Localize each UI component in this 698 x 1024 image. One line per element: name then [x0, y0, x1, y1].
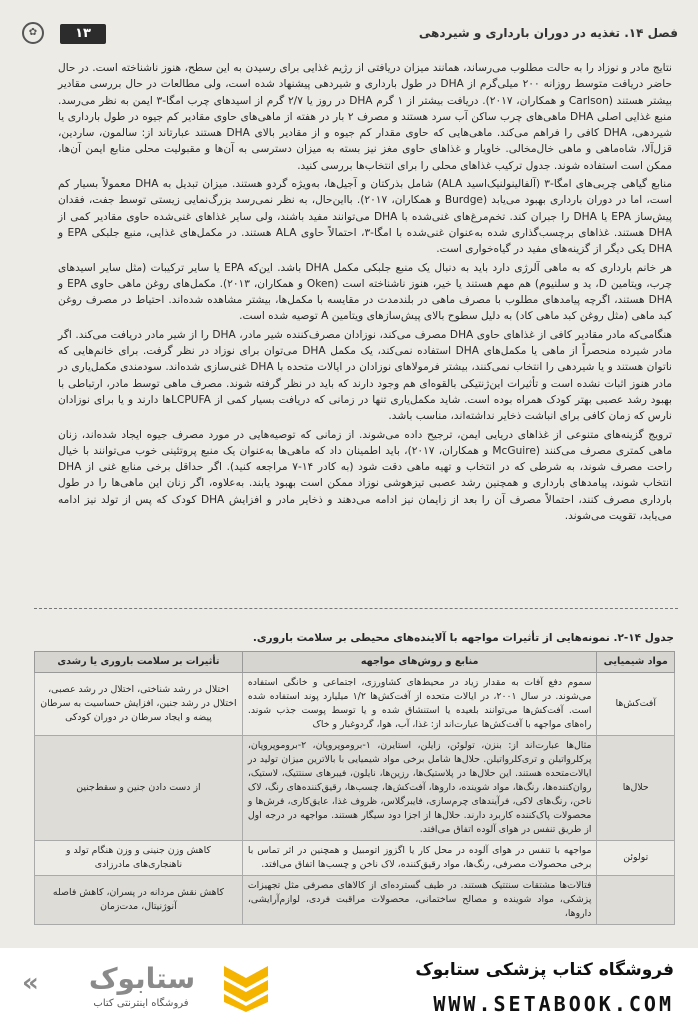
column-header-chemicals: مواد شیمیایی — [597, 652, 675, 673]
paragraph: نتایج مادر و نوزاد را به حالت مطلوب می‌رساند، همانند میزان دریافتی از رژیم غذایی برای رسیدن به این سطح، هنوز ناشناخته است. در حال حاضر دریافت متوسط روزانه ۲۰۰ میلی‌گرم از DHA در طول بارداری و شیردهی پیشنهاد شده است، ولی مطالعات در حال بررسی مقادیر بیشتر هستند (Carlson و همکاران، ۲۰۱۷). دریافت بیشتر از ۱ گرم DHA در روز یا ۲/۷ گرم از اسیدهای چرب امگا-۳ ایمن به نظر می‌رسد. منبع غذایی اصلی DHA ماهی‌های چرب ساکن آب سرد هستند و مصرف ۲ بار در هفته از ماهی‌های حاوی مقادیر کم جیوه در طول بارداری یا شیردهی، DHA کافی را فراهم می‌کند. ماهی‌هایی که حاوی مقدار کم جیوه و از مقادیر بالای DHA هستند عبارتاند از: سالمون، ساردین، قزل‌آلا، شاه‌ماهی و ماهی خال‌مخالی. خاویار و غذاهای حاوی مغز نیز بسته به میزان دسترسی به آن‌ها و مقبولیت محلی منابع ایمن آن‌ها، ممکن است استفاده شوند. جدول ترکیب غذاهای محلی را برای انتخاب‌ها بررسی کنید. — [58, 62, 673, 172]
store-footer — [0, 948, 698, 1024]
store-url-link[interactable]: WWW.SETABOOK.COM — [433, 992, 674, 1016]
paragraph: هنگامی‌که مادر مقادیر کافی از غذاهای حاوی DHA مصرف می‌کند، نوزادان مصرف‌کننده شیر مادر، DHA را از شیر مادر دریافت می‌کند. اگر مادر شیرده منحصراً از ماهی یا مکمل‌های DHA استفاده نمی‌کند، یک مکمل DHA می‌توان برای نوزاد در نظر گرفت. برای خانم‌هایی که ناتوان هستند و یا شیردهی را انتخاب نمی‌کنند، بیشتر فرمولاهای نوزادان در ایالات متحده با DHA غنی‌سازی شده‌اند. سودمندی مکمل‌یاری در مادر هنوز اثبات نشده است و تأثیرات این‌ژنتیکی بالقوه‌ای هم وجود دارند که باید در نظر گرفته شوند. مصرف ماهی توسط مادر، ارتباطی با بهبود رشد عصبی بهتر کودک همراه بوده است. شاید مکمل‌یاری تنها در زمانی که دریافت بسیار کمی از LCPUFAها دارند و یا برای نوزادان نارس که زمان کافی برای انباشت ذخایر نداشته‌اند، مناسب باشد. — [58, 328, 673, 423]
brand-logo — [22, 958, 272, 1016]
body-text — [58, 60, 672, 526]
chapter-title: فصل ۱۴. تغذیه در دوران بارداری و شیردهی — [418, 26, 678, 40]
brand-subtitle: فروشگاه اینترنتی کتاب — [93, 998, 189, 1009]
table-row — [35, 841, 675, 876]
brand-name: ستابوک — [88, 962, 196, 995]
section-divider — [34, 608, 678, 609]
column-header-effects: تأثیرات بر سلامت باروری یا رشدی — [35, 652, 243, 673]
cell-source: سموم دفع آفات به مقدار زیاد در محیط‌های کشاورزی، اجتماعی و خانگی استفاده می‌شوند. در سال ۲۰۰۱، در ایالات متحده از آفت‌کش‌ها ۱/۲ میلیارد پوند استفاده شده است. آفت‌کش‌ها می‌توانند بلعیده یا استنشاق شده و یا توسط پوست جذب شوند. راه‌های مواجهه با آفت‌کش‌ها عبارت‌اند از: غذا، آب، هوا، گردوغبار و خاک — [242, 673, 597, 736]
paragraph: منابع گیاهی چربی‌های امگا-۳ (آلفالینولنیک‌اسید ALA) شامل بذرکتان و آجیل‌ها، به‌ویژه گردو هستند. میزان تبدیل به DHA معمولاً بسیار کم است، اما در دوران بارداری بهبود می‌یابد (Burdge و همکاران، ۲۰۱۷). بااین‌حال، به نظر نمی‌رسد بزرگ‌نمایی زیستی توسط جفت، فقدان پیش‌ساز EPA یا DHA را جبران کند. تخم‌مرغ‌های غنی‌شده با DHA می‌توانند مفید باشند، ولی سایر غذاهای غنی‌شده حاوی مقادیر کمی از DHA هستند. غذاهای برچسب‌گذاری شده به‌عنوان غنی‌شده با امگا-۳، احتمالاً حاوی ALA هستند. در مکمل‌های غذایی، منبع جلبکی EPA و DHA یکی دیگر از گزینه‌های مفید در گیاه‌خواری است. — [58, 178, 673, 256]
cell-source: مواجهه با تنفس در هوای آلوده در محل کار یا اگزوز اتومبیل و همچنین در اثر تماس با برخی محصولات مصرفی، رنگ‌ها، مواد رقیق‌کننده، لاک ناخن و چسب‌ها اتفاق می‌افتد. — [242, 841, 597, 876]
cell-source: فتالات‌ها مشتقات سنتتیک هستند. در طیف گسترده‌ای از کالاهای مصرفی مثل تجهیزات پزشکی، مواد شوینده و مصالح ساختمانی، محصولات مراقبت فردی، لوازم‌آرایشی، داروها، — [242, 876, 597, 925]
page-header — [22, 22, 678, 48]
table-row — [35, 736, 675, 841]
cell-chemical: آفت‌کش‌ها — [597, 673, 675, 736]
table-row — [35, 673, 675, 736]
cell-source: مثال‌ها عبارت‌اند از: بنزن، تولوئن، زایلن، استایرن، ۱-بروموپروپان، ۲-بروموپروپان، پرکلرواتیلن و تری‌کلرواتیلن. حلال‌ها شامل برخی مواد شیمیایی با بالاترین میزان تولید در ایالات‌متحده هستند. این حلال‌ها در پلاستیک‌ها، رزین‌ها، نایلون، فیبرهای سنتتیک، لاستیک، روان‌کننده‌ها، رنگ‌ها، مواد شوینده، داروها، آفت‌کش‌ها، چسب‌ها، رقیق‌کننده‌های رنگ، لاک ناخن، رنگ‌های لاکی، فرآیندهای چرم‌سازی، فایبرگلاس، ظروف غذا، عایق‌کاری، فرش‌ها و محصولات پاک‌کننده کاربرد دارند. حلال‌ها از اجزا دود سیگار هستند. مواجهه در درجه اول از طریق تنفس در هوای آلوده اتفاق می‌افتد. — [242, 736, 597, 841]
paragraph: هر خانم بارداری که به ماهی آلرژی دارد باید به دنبال یک منبع جلبکی مکمل DHA باشد. این‌که EPA یا سایر ترکیبات (مثل سایر اسیدهای چرب، ویتامین D، ید و سلنیوم) هم مهم هستند یا خیر، هنوز ناشناخته است (Oken و همکاران، ۲۰۱۳). مکمل‌های روغن ماهی حاوی EPA و DHA هستند، اگرچه پیامدهای مطلوب با مصرف ماهی در بلندمدت در مقایسه با مکمل‌ها، بیشتر مشاهده شده‌اند. احتیاط در مصرف روغن کبد ماهی (مثل روغن کبد ماهی کاد) به دلیل سطوح بالای پیش‌سازهای ویتامین A توصیه شده است. — [58, 261, 673, 323]
cell-effect: از دست دادن جنین و سقط‌جنین — [35, 736, 243, 841]
page-number: ۱۳ — [60, 24, 106, 44]
cell-chemical: تولوئن — [597, 841, 675, 876]
arrows-icon: « — [22, 968, 39, 998]
pollutants-table — [34, 651, 675, 925]
table-row — [35, 876, 675, 925]
chevron-logo-icon — [220, 962, 272, 1012]
cell-effect: کاهش وزن جنینی و وزن هنگام تولد و ناهنجاری‌های مادرزادی — [35, 841, 243, 876]
table-header-row — [35, 652, 675, 673]
cell-effect: اختلال در رشد شناختی، اختلال در رشد عصبی، اختلال در رشد جنین، افزایش حساسیت به سرطان پیضه و ایجاد سرطان در دوران کودکی — [35, 673, 243, 736]
table-caption: جدول ۱۴-۲. نمونه‌هایی از تأثیرات مواجهه با آلاینده‌های محیطی بر سلامت باروری. — [252, 632, 674, 644]
column-header-sources: منابع و روش‌های مواجهه — [242, 652, 597, 673]
cell-effect: کاهش نقش مردانه در پسران، کاهش فاصله آنوژنیتال، مدت‌زمان — [35, 876, 243, 925]
cell-chemical — [597, 876, 675, 925]
paragraph: ترویج گزینه‌های متنوعی از غذاهای دریایی ایمن، ترجیح داده می‌شوند. از زمانی که توصیه‌هایی در مورد مصرف جیوه ایجاد شده‌اند، زنان ماهی کمتری مصرف می‌کنند (McGuire و همکاران، ۲۰۱۷)، باید اطمینان داد که ماهی‌ها به‌عنوان یک منبع پروتئینی خوب می‌توانند با خیال راحت مصرف شوند، به شرطی که در انتخاب و تهیه ماهی دقت شود (به کادر ۱۴-۷ مراجعه کنید). اگر حداقل برخی منابع غنی از DHA انتخاب شوند، پیامدهای بارداری و همچنین رشد عصبی تیزهوشی نوزاد ممکن است بهبود یابند. به‌علاوه، اگر زنان این ماهی‌ها را در طول بارداری مصرف کنند، احتمالاً مصرف آن را بعد از زایمان نیز ادامه می‌دهند و ذخایر مادر و افزایش DHA کودک که پس از تولد نیز ادامه می‌یابد، تقویت می‌شوند. — [58, 428, 673, 523]
cell-chemical: حلال‌ها — [597, 736, 675, 841]
store-name: فروشگاه کتاب پزشکی ستابوک — [415, 960, 674, 980]
publisher-logo-icon: ✿ — [22, 22, 44, 44]
